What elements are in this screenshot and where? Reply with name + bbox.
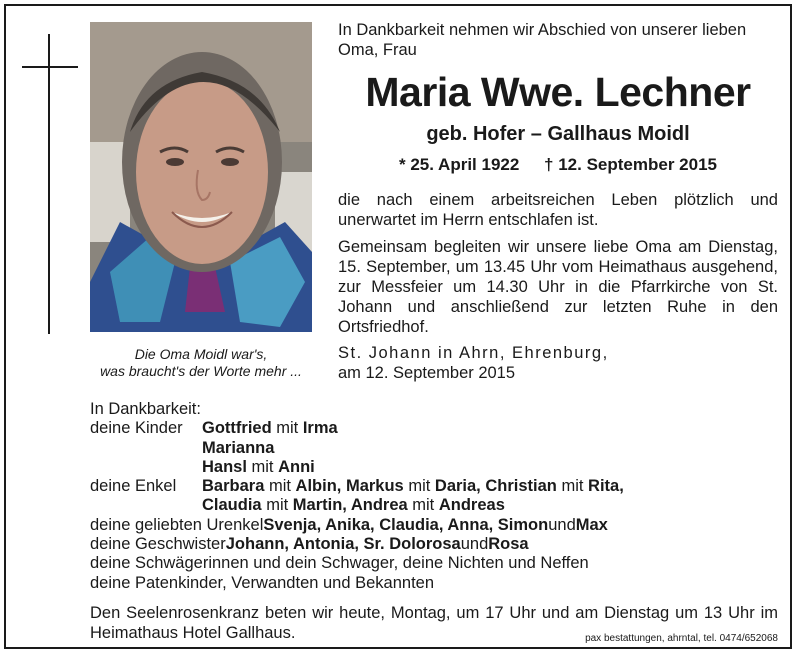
enkel-row [90, 477, 780, 496]
person-name: Johann, Antonia, Sr. Dolorosa [225, 535, 461, 554]
date-line: am 12. September 2015 [338, 364, 516, 382]
connector-text: und [460, 535, 489, 554]
intro-text: In Dankbarkeit nehmen wir Abschied von unserer lieben Oma, Frau [338, 21, 747, 59]
birth-date: * 25. April 1922 [398, 155, 520, 174]
person-name: Albin, Markus [295, 477, 404, 496]
person-name: Max [575, 515, 608, 534]
urenkel-row [90, 516, 780, 535]
enkel-row [90, 496, 780, 515]
life-dates [338, 154, 778, 176]
connector-text: mit [407, 496, 439, 515]
undertaker-credit: pax bestattungen, ahrntal, tel. 0474/652068 [585, 633, 778, 644]
kinder-row [90, 439, 780, 458]
place-date [338, 343, 778, 383]
person-name: Rosa [488, 535, 529, 554]
person-name: Martin, Andrea [292, 496, 408, 515]
kinder-label: deine Kinder [90, 419, 183, 438]
connector: mit [271, 419, 303, 438]
person-name: Claudia [202, 496, 262, 515]
connector-text: mit [264, 477, 296, 496]
child-name: Marianna [202, 438, 275, 457]
connector-text: mit [261, 496, 293, 515]
deceased-name: Maria Wwe. Lechner [365, 69, 751, 115]
partner-name: Irma [302, 419, 338, 438]
person-name: Daria, Christian [434, 477, 557, 496]
maiden-name: geb. Hofer – Gallhaus Moidl [426, 123, 690, 145]
geschwister-row [90, 535, 780, 554]
rosary-notice: Den Seelenrosenkranz beten wir heute, Montag, um 17 Uhr und am Dienstag um 13 Uhr im Heimathaus Hotel Gallhaus. [90, 604, 778, 642]
portrait-photo [90, 22, 312, 332]
connector-text: deine geliebten Urenkel [90, 515, 264, 534]
photo-caption [90, 346, 312, 380]
child-name: Gottfried [202, 419, 272, 438]
enkel-names [202, 477, 624, 496]
person-name: Rita, [588, 477, 624, 496]
person-name: Svenja, Anika, Claudia, Anna, Simon [263, 515, 549, 534]
connector-text: und [548, 515, 576, 534]
schwaeger-row: deine Schwägerinnen und dein Schwager, deine Nichten und Neffen [90, 554, 589, 573]
enkel-label: deine Enkel [90, 477, 177, 496]
partner-name: Anni [278, 457, 315, 476]
death-date: † 12. September 2015 [544, 155, 717, 174]
passing-paragraph: die nach einem arbeitsreichen Leben plötzlich und unerwartet im Herrn entschlafen ist. [338, 191, 778, 229]
person-name: Andreas [438, 496, 505, 515]
person-name: Barbara [202, 477, 265, 496]
kinder-row [90, 419, 780, 438]
family-heading: In Dankbarkeit: [90, 400, 201, 418]
connector-text: mit [556, 477, 589, 496]
child-name: Hansl [202, 457, 247, 476]
kinder-row [90, 458, 780, 477]
funeral-paragraph: Gemeinsam begleiten wir unsere liebe Oma am Dienstag, 15. September, um 13.45 Uhr vom Heimathaus ausgehend, zur Messfeier um 14.30 Uhr in die Pfarrkirche von St. Johann und anschließend zur letzten Ruhe in den Ortsfriedhof. [338, 238, 778, 336]
enkel-names [202, 496, 505, 515]
connector-text: deine Geschwister [90, 535, 226, 554]
paten-row: deine Patenkinder, Verwandten und Bekannten [90, 573, 435, 592]
caption-line: was braucht's der Worte mehr ... [100, 363, 302, 379]
connector-text: mit [403, 477, 435, 496]
place-line: St. Johann in Ahrn, Ehrenburg, [338, 344, 609, 362]
family-list [90, 400, 780, 593]
caption-line: Die Oma Moidl war's, [134, 346, 268, 362]
connector: mit [246, 457, 279, 476]
